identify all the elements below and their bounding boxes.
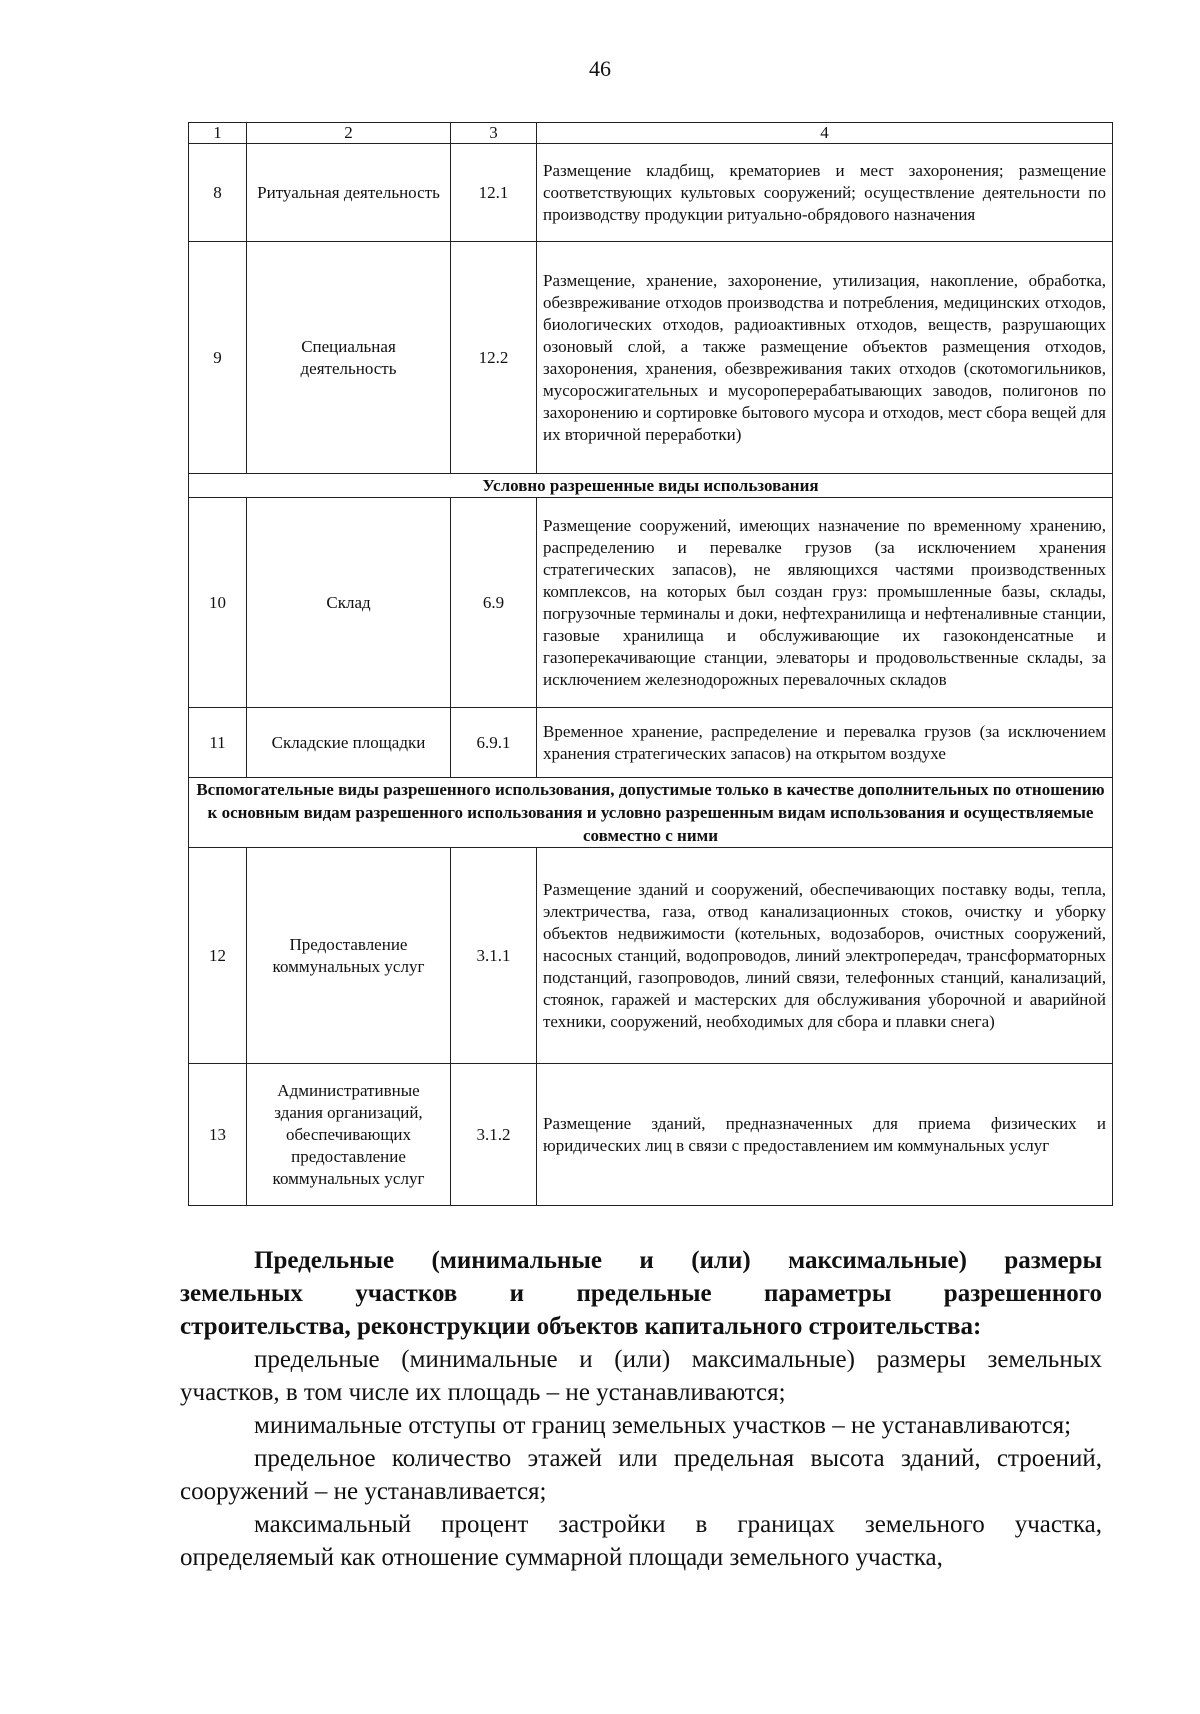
table-header-row	[189, 123, 1113, 144]
use-type-description: Размещение кладбищ, крематориев и мест захоронения; размещение соответствующих культовых сооружений; осуществление деятельности по производству продукции ритуально-обрядового назначения	[537, 144, 1113, 242]
use-type-description: Размещение зданий и сооружений, обеспечивающих поставку воды, тепла, электричества, газа, отвод канализационных стоков, очистку и уборку объектов недвижимости (котельных, водозаборов, очистных сооружений, насосных станций, водопроводов, линий электропередач, трансформаторных подстанций, газопроводов, линий связи, телефонных станций, канализаций, стоянок, гаражей и мастерских для обслуживания уборочной и аварийной техники, сооружений, необходимых для сбора и плавки снега)	[537, 848, 1113, 1064]
use-type-name: Склад	[247, 498, 451, 708]
use-type-name: Специальная деятельность	[247, 242, 451, 474]
section-title-conditional: Условно разрешенные виды использования	[189, 474, 1113, 498]
header-cell-1: 1	[189, 123, 247, 144]
section-row	[189, 778, 1113, 848]
table-row	[189, 498, 1113, 708]
use-type-name: Ритуальная деятельность	[247, 144, 451, 242]
paragraph-floors: предельное количество этажей или предельная высота зданий, строений, сооружений – не устанавливается;	[180, 1445, 1102, 1505]
use-type-name: Предоставление коммунальных услуг	[247, 848, 451, 1064]
paragraph-coverage: максимальный процент застройки в границах земельного участка, определяемый как отношение суммарной площади земельного участка,	[180, 1511, 1102, 1571]
paragraph-plot-sizes: предельные (минимальные и (или) максимальные) размеры земельных участков, в том числе их площадь – не устанавливаются;	[180, 1346, 1102, 1406]
header-cell-2: 2	[247, 123, 451, 144]
use-type-code: 6.9	[451, 498, 537, 708]
row-number: 11	[189, 708, 247, 778]
section-row	[189, 474, 1113, 498]
use-type-code: 3.1.2	[451, 1064, 537, 1206]
table-row	[189, 242, 1113, 474]
use-type-description: Размещение зданий, предназначенных для приема физических и юридических лиц в связи с предоставлением им коммунальных услуг	[537, 1064, 1113, 1206]
use-type-code: 12.1	[451, 144, 537, 242]
table-row	[189, 1064, 1113, 1206]
row-number: 13	[189, 1064, 247, 1206]
parameters-section	[180, 1244, 1102, 1574]
use-type-name: Административные здания организаций, обеспечивающих предоставление коммунальных услуг	[247, 1064, 451, 1206]
table-row	[189, 848, 1113, 1064]
row-number: 9	[189, 242, 247, 474]
table-row	[189, 708, 1113, 778]
row-number: 8	[189, 144, 247, 242]
row-number: 10	[189, 498, 247, 708]
section-heading-line-2: земельных участков и предельные параметры разрешенного	[180, 1280, 1102, 1307]
section-heading-line-1: Предельные (минимальные и (или) максимальные) размеры	[254, 1247, 1102, 1274]
row-number: 12	[189, 848, 247, 1064]
land-use-table	[188, 122, 1113, 1206]
use-type-code: 12.2	[451, 242, 537, 474]
section-heading-line-3: строительства, реконструкции объектов капитального строительства:	[180, 1313, 982, 1340]
use-type-description: Временное хранение, распределение и перевалка грузов (за исключением хранения стратегических запасов) на открытом воздухе	[537, 708, 1113, 778]
header-cell-4: 4	[537, 123, 1113, 144]
use-type-description: Размещение, хранение, захоронение, утилизация, накопление, обработка, обезвреживание отходов производства и потребления, медицинских отходов, биологических отходов, радиоактивных отходов, веществ, разрушающих озоновый слой, а также размещение объектов размещения отходов, захоронения, хранения, обезвреживания таких отходов (скотомогильников, мусоросжигательных и мусороперерабатывающих заводов, полигонов по захоронению и сортировке бытового мусора и отходов, мест сбора вещей для их вторичной переработки)	[537, 242, 1113, 474]
table-row	[189, 144, 1113, 242]
page-number: 46	[589, 56, 611, 81]
use-type-code: 6.9.1	[451, 708, 537, 778]
use-type-name: Складские площадки	[247, 708, 451, 778]
section-title-auxiliary: Вспомогательные виды разрешенного использования, допустимые только в качестве дополнительных по отношению к основным видам разрешенного использования и условно разрешенным видам использования и осуществляемые совместно с ними	[189, 778, 1113, 848]
use-type-code: 3.1.1	[451, 848, 537, 1064]
use-type-description: Размещение сооружений, имеющих назначение по временному хранению, распределению и перевалке грузов (за исключением хранения стратегических запасов), не являющихся частями производственных комплексов, на которых был создан груз: промышленные базы, склады, погрузочные терминалы и доки, нефтехранилища и нефтеналивные станции, газовые хранилища и обслуживающие их газоконденсатные и газоперекачивающие станции, элеваторы и продовольственные склады, за исключением железнодорожных перевалочных складов	[537, 498, 1113, 708]
header-cell-3: 3	[451, 123, 537, 144]
paragraph-setbacks: минимальные отступы от границ земельных участков – не устанавливаются;	[254, 1412, 1072, 1439]
